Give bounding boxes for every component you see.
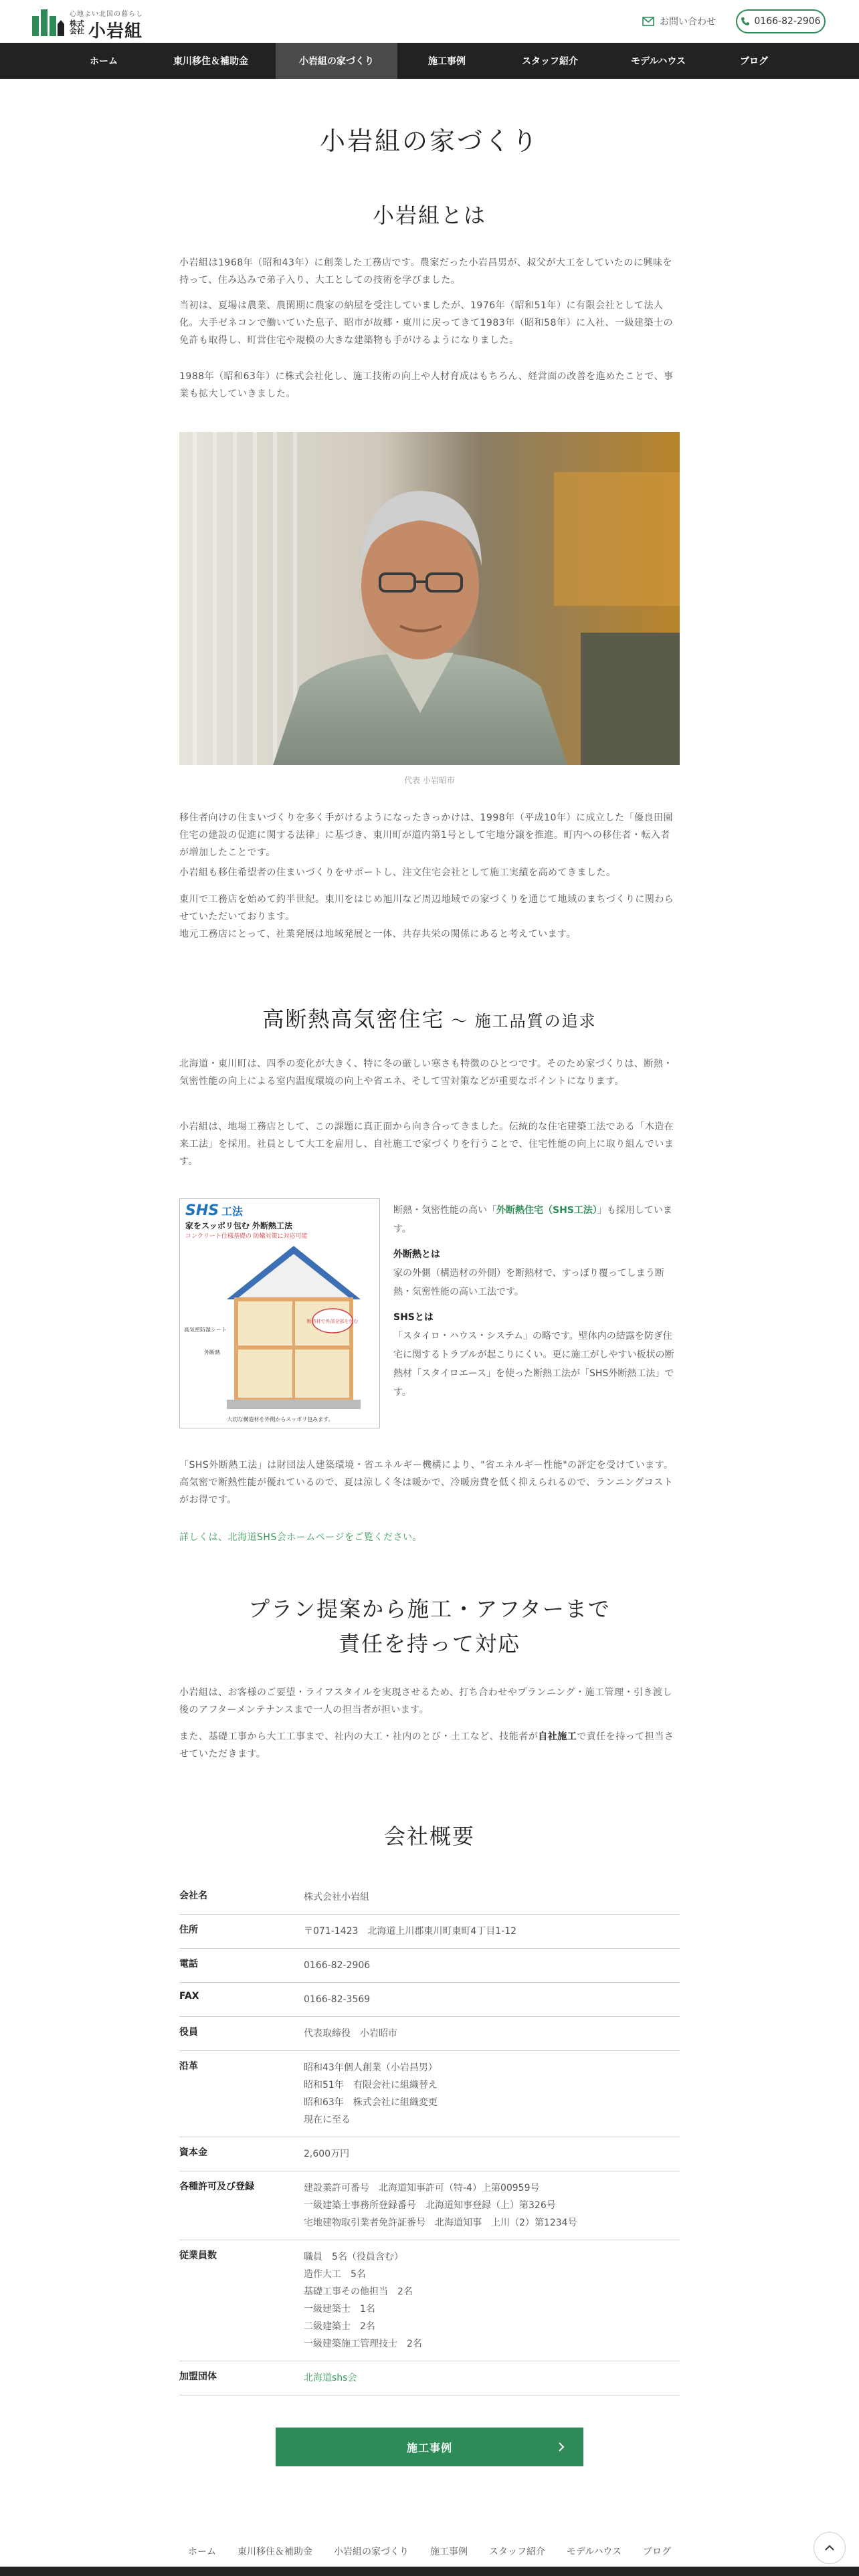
insulation-heading-sub: 施工品質の追求 <box>474 1012 597 1031</box>
about-paragraph-4: 移住者向けの住まいづくりを多く手がけるようになったきっかけは、1998年（平成10年）に成立した「優良田園住宅の建設の促進に関する法律」に基づき、東川町が道内第1号として宅地分譲を推進。町内への移住者・転入者が増加したことです。 <box>179 813 673 858</box>
envelope-icon <box>642 17 654 26</box>
row-key: 役員 <box>179 2027 198 2038</box>
row-value: 昭和43年個人創業（小岩昌男） <box>304 2062 438 2073</box>
nav-item-works[interactable]: 施工事例 <box>428 56 466 67</box>
insulation-paragraph-2: 小岩組は、地場工務店として、この課題に真正面から向き合ってきました。伝統的な住宅建築工法である「木造在来工法」を採用。社員として大工を雇用し、自社施工で家づくりを行うことで、住宅性能の向上に取り組んでいます。 <box>179 1121 674 1167</box>
row-key: 各種許可及び登録 <box>179 2181 254 2192</box>
nav-item-staff[interactable]: スタッフ紹介 <box>522 56 578 67</box>
table-row <box>179 2017 680 2051</box>
row-key: 従業員数 <box>179 2250 217 2261</box>
insulation-paragraph-1: 北海道・東川町は、四季の変化が大きく、特に冬の厳しい寒さも特徴のひとつです。そのため家づくりは、断熱・気密性能の向上による室内温度環境の向上や省エネ、そして雪対策などが重要なポイントになります。 <box>179 1059 673 1087</box>
footer-nav <box>0 2541 859 2561</box>
shs-description <box>393 1201 680 1402</box>
photo-caption: 代表 小岩昭市 <box>404 776 455 785</box>
company-logo[interactable] <box>32 5 159 41</box>
nav-item-model-house[interactable]: モデルハウス <box>631 56 686 67</box>
shs-intro <box>393 1201 680 1239</box>
company-table <box>179 1881 680 2395</box>
logo-tagline: 心地よい北国の暮らし <box>70 11 143 18</box>
plan-heading-line-2: 責任を持って対応 <box>338 1631 520 1656</box>
row-value: 2,600万円 <box>304 2149 350 2159</box>
contact-link[interactable] <box>642 15 716 28</box>
footer-item-blog[interactable]: ブログ <box>642 2547 671 2557</box>
main-nav <box>0 43 859 79</box>
row-value: 昭和51年 有限会社に組織替え <box>304 2080 438 2090</box>
logo-mark-icon <box>32 9 64 36</box>
plan-paragraph-2 <box>179 1728 680 1763</box>
outer-insulation-heading: 外断熱とは <box>393 1249 440 1260</box>
insulation-heading-main: 高断熱高気密住宅 <box>262 1006 445 1032</box>
table-row <box>179 2137 680 2171</box>
plan-paragraph-2-post: で責任を持って担当させていただきます。 <box>179 1731 674 1759</box>
shs-diagram-note: コンクリート仕様基礎の 防蟻対策に対応可能 <box>185 1233 308 1240</box>
nav-item-migration[interactable]: 東川移住＆補助金 <box>173 56 248 67</box>
footer-item-works[interactable]: 施工事例 <box>430 2547 468 2557</box>
row-value: 一級建築施工管理技士 2名 <box>304 2339 422 2349</box>
shs-diagram-label-2: 外断熱 <box>204 1350 220 1356</box>
shs-diagram-bottom: 大切な構造材を外側からスッポリ包みます。 <box>227 1416 334 1422</box>
nav-item-home[interactable]: ホーム <box>90 56 118 67</box>
row-value: 0166-82-3569 <box>304 1994 371 2005</box>
table-row <box>179 1983 680 2017</box>
about-paragraph-5: 小岩組も移住希望者の住まいづくりをサポートし、注文住宅会社として施工実績を高めてきました。 <box>179 867 616 878</box>
shs-diagram-label-1: 高気密防湿シート <box>184 1327 227 1333</box>
row-key: 資本金 <box>179 2147 207 2158</box>
shs-association-link[interactable]: 詳しくは、北海道SHS会ホームページをご覧ください。 <box>179 1532 423 1543</box>
row-value: 宅地建物取引業者免許証番号 北海道知事 上川（2）第1234号 <box>304 2218 577 2228</box>
row-value: 株式会社小岩組 <box>304 1892 369 1903</box>
footer-item-home[interactable]: ホーム <box>188 2547 217 2557</box>
row-value: 職員 5名（役員含む） <box>304 2252 403 2262</box>
company-heading: 会社概要 <box>383 1824 475 1849</box>
table-row <box>179 2171 680 2240</box>
table-row <box>179 2051 680 2137</box>
logo-kabushiki: 株式会社 <box>70 19 84 35</box>
works-cta-label: 施工事例 <box>406 2441 452 2454</box>
nav-item-house-building[interactable]: 小岩組の家づくり <box>276 43 397 79</box>
row-value: 代表取締役 小岩昭市 <box>304 2028 397 2039</box>
about-heading: 小岩組とは <box>372 203 486 228</box>
footer-bar <box>0 2567 859 2576</box>
row-value: 昭和63年 株式会社に組織変更 <box>304 2097 438 2108</box>
plan-paragraph-2-em: 自社施工 <box>538 1731 577 1742</box>
shs-diagram-title-suffix: 工法 <box>221 1205 244 1218</box>
shs-diagram-subtitle: 家をスッポリ包む 外断熱工法 <box>185 1221 293 1230</box>
insulation-paragraph-3: 「SHS外断熱工法」は財団法人建築環境・省エネルギー機構により、"省エネルギー性能"の評定を受けています。高気密で断熱性能が優れているので、夏は涼しく冬は暖かで、冷暖房費を低く抑えられるので、ランニングコストがお得です。 <box>179 1460 674 1505</box>
table-row <box>179 1949 680 1983</box>
footer-item-model-house[interactable]: モデルハウス <box>567 2547 622 2557</box>
about-paragraph-2: 当初は、夏場は農業、農閑期に農家の納屋を受注していましたが、1976年（昭和51年）に有限会社として法人化。大手ゼネコンで働いていた息子、昭市が故郷・東川に戻ってきて1983年（昭和58年）に入社、一級建築士の免許も取得し、町営住宅や規模の大きな建築物も手がけるようになりました。 <box>179 300 673 346</box>
row-key: 電話 <box>179 1959 198 1969</box>
row-value: 現在に至る <box>304 2115 351 2125</box>
insulation-heading-sep: ～ <box>444 1012 475 1031</box>
footer-item-house-building[interactable]: 小岩組の家づくり <box>334 2547 409 2557</box>
row-key: 住所 <box>179 1925 198 1935</box>
plan-paragraph-1: 小岩組は、お客様のご要望・ライフスタイルを実現させるため、打ち合わせやプランニング・施工管理・引き渡し後のアフターメンテナンスまで一人の担当者が担います。 <box>179 1687 672 1715</box>
page-title: 小岩組の家づくり <box>319 126 539 156</box>
row-value: 〒071-1423 北海道上川郡東川町東町4丁目1-12 <box>304 1926 517 1937</box>
shs-intro-post: 」も採用しています。 <box>393 1205 672 1235</box>
table-row <box>179 1881 680 1915</box>
about-paragraph-6: 東川で工務店を始めて約半世紀。東川をはじめ旭川など周辺地域での家づくりを通じて地域のまちづくりに関わらせていただいております。 <box>179 894 674 922</box>
chevron-up-icon <box>824 2545 835 2551</box>
shs-intro-pre: 断熱・気密性能の高い「 <box>393 1205 496 1216</box>
phone-button[interactable] <box>736 9 826 33</box>
insulation-heading <box>0 1002 859 1039</box>
row-value: 基礎工事その他担当 2名 <box>304 2286 413 2297</box>
row-key: FAX <box>179 1991 199 2002</box>
member-association-link[interactable]: 北海道shs会 <box>304 2373 357 2383</box>
row-value: 一級建築士 1名 <box>304 2304 375 2315</box>
chevron-right-icon <box>558 2442 565 2452</box>
contact-label: お問い合わせ <box>660 17 716 27</box>
table-row <box>179 2240 680 2361</box>
row-key: 加盟団体 <box>179 2371 217 2382</box>
about-paragraph-3: 1988年（昭和63年）に株式会社化し、施工技術の向上や人材育成はもちろん、経営面の改善を進めたことで、事業も拡大していきました。 <box>179 371 674 399</box>
shs-heading: SHSとは <box>393 1312 434 1323</box>
row-key: 会社名 <box>179 1891 207 1901</box>
president-photo <box>179 432 680 765</box>
row-value: 二級建築士 2名 <box>304 2321 375 2332</box>
logo-company-name: 小岩組 <box>88 21 143 41</box>
shs-text: 「スタイロ・ハウス・システム」の略です。壁体内の結露を防ぎ住宅に関するトラブルが起こりにくい。更に施工がしやすい板状の断熱材「スタイロエース」を使った断熱工法が「SHS外断熱工法」です。 <box>393 1331 674 1398</box>
row-value: 0166-82-2906 <box>304 1960 371 1971</box>
outer-insulation-text: 家の外側（構造材の外側）を断熱材で、すっぽり覆ってしまう断熱・気密性能の高い工法です。 <box>393 1268 664 1297</box>
row-value: 一級建築士事務所登録番号 北海道知事登録（上）第326号 <box>304 2200 556 2211</box>
phone-icon <box>741 17 750 26</box>
plan-paragraph-2-pre: また、基礎工事から大工工事まで、社内の大工・社内のとび・土工など、技能者が <box>179 1731 539 1742</box>
table-row <box>179 1915 680 1949</box>
shs-diagram-callout: 断熱材で外部全部を包む <box>306 1319 359 1324</box>
row-value: 造作大工 5名 <box>304 2269 366 2280</box>
nav-item-blog[interactable]: ブログ <box>740 56 768 67</box>
phone-number: 0166-82-2906 <box>754 16 821 27</box>
plan-heading-line-1: プラン提案から施工・アフターまで <box>248 1596 611 1622</box>
back-to-top-button[interactable] <box>814 2532 846 2564</box>
shs-diagram-title: SHS <box>185 1202 219 1219</box>
footer-item-staff[interactable]: スタッフ紹介 <box>489 2547 546 2557</box>
works-cta-button[interactable] <box>276 2428 583 2466</box>
row-value: 建設業許可番号 北海道知事許可（特-4）上第00959号 <box>304 2183 540 2193</box>
shs-diagram <box>179 1198 380 1428</box>
footer-item-migration[interactable]: 東川移住＆補助金 <box>237 2547 313 2557</box>
row-key: 沿革 <box>179 2061 198 2072</box>
table-row <box>179 2361 680 2395</box>
header <box>0 0 859 43</box>
about-paragraph-7: 地元工務店にとって、社業発展は地域発展と一体、共存共栄の関係にあると考えています。 <box>179 929 576 940</box>
about-paragraph-1: 小岩組は1968年（昭和43年）に創業した工務店です。農家だった小岩昌男が、叔父が大工をしていたのに興味を持って、住み込みで弟子入り、大工としての技術を学びました。 <box>179 257 672 286</box>
shs-intro-em: 外断熱住宅（SHS工法） <box>496 1205 597 1216</box>
